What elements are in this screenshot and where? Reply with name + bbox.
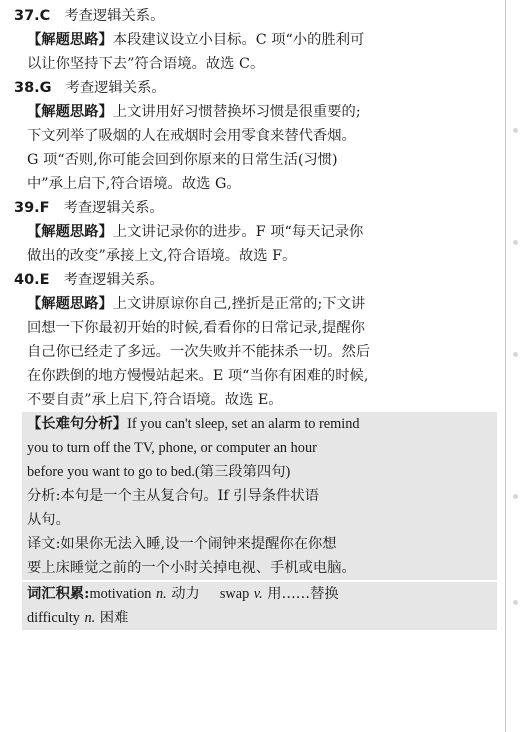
question-header — [14, 196, 502, 220]
question-37 — [14, 4, 502, 76]
question-number: 40.E — [14, 272, 50, 288]
question-number: 37.C — [14, 8, 51, 24]
question-number: 38.G — [14, 80, 52, 96]
vocab-word: motivation — [89, 586, 152, 602]
analysis-tag: 【长难句分析】 — [27, 416, 128, 432]
question-type: 考查逻辑关系。 — [64, 8, 165, 24]
long-sentence-analysis-box — [22, 412, 497, 580]
vocab-meaning: 动力 — [171, 586, 200, 602]
explanation-line: 自己你已经走了多远。一次失败并不能抹杀一切。然后 — [27, 344, 371, 360]
question-38 — [14, 76, 502, 196]
explanation-line: 中”承上启下,符合语境。故选 G。 — [27, 176, 241, 192]
binding-hole-icon — [513, 600, 518, 605]
question-type: 考查逻辑关系。 — [63, 200, 164, 216]
vocab-meaning: 困难 — [99, 610, 129, 626]
vocab-meaning: 用……替换 — [267, 586, 339, 602]
question-type: 考查逻辑关系。 — [63, 272, 164, 288]
page-margin-divider — [505, 0, 506, 732]
explanation-line: 在你跌倒的地方慢慢站起来。E 项“当你有困难的时候, — [27, 368, 369, 384]
answer-column — [14, 4, 502, 630]
question-number: 39.F — [14, 200, 50, 216]
explanation-line: 回想一下你最初开始的时候,看看你的日常记录,提醒你 — [27, 320, 365, 336]
vocab-pos: v. — [253, 586, 263, 602]
analysis-line: 从句。 — [27, 512, 70, 528]
analysis-line: 【长难句分析】If you can't sleep, set an alarm to remind — [27, 416, 360, 432]
vocabulary-box — [22, 582, 497, 630]
question-type: 考查逻辑关系。 — [65, 80, 166, 96]
question-39 — [14, 196, 502, 268]
vocab-word: swap — [219, 586, 250, 602]
explanation-line: 【解题思路】上文讲原谅你自己,挫折是正常的;下文讲 — [27, 296, 366, 312]
explanation-tag: 【解题思路】 — [27, 224, 113, 240]
explanation-line: 做出的改变”承接上文,符合语境。故选 F。 — [27, 248, 297, 264]
binding-hole-icon — [513, 352, 518, 357]
explanation-line: 【解题思路】上文讲记录你的进步。F 项“每天记录你 — [27, 224, 364, 240]
explanation-line: 【解题思路】本段建议设立小目标。C 项“小的胜利可 — [27, 32, 365, 48]
binding-hole-icon — [513, 240, 518, 245]
explanation-tag: 【解题思路】 — [27, 104, 113, 120]
explanation-line: G 项“否则,你可能会回到你原来的日常生活(习惯) — [27, 152, 338, 168]
vocab-pos: n. — [155, 586, 167, 602]
question-header — [14, 4, 502, 28]
analysis-line: you to turn off the TV, phone, or computer an hour — [27, 440, 317, 456]
vocab-word: difficulty — [27, 610, 80, 626]
explanation-line: 【解题思路】上文讲用好习惯替换坏习惯是很重要的; — [27, 104, 361, 120]
question-40 — [14, 268, 502, 412]
binding-hole-icon — [513, 494, 518, 499]
analysis-line: before you want to go to bed.(第三段第四句) — [27, 464, 291, 480]
translation-line: 要上床睡觉之前的一个小时关掉电视、手机或电脑。 — [27, 560, 356, 576]
explanation-line: 下文列举了吸烟的人在戒烟时会用零食来替代香烟。 — [27, 128, 356, 144]
binding-hole-icon — [513, 128, 518, 133]
vocab-tag: 词汇积累: — [27, 586, 90, 602]
translation-line: 译文:如果你无法入睡,设一个闹钟来提醒你在你想 — [27, 536, 337, 552]
explanation-line: 以让你坚持下去”符合语境。故选 C。 — [27, 56, 265, 72]
explanation-tag: 【解题思路】 — [27, 296, 113, 312]
vocab-line — [27, 582, 497, 606]
vocab-line — [27, 606, 497, 630]
question-header — [14, 268, 502, 292]
analysis-line: 分析:本句是一个主从复合句。If 引导条件状语 — [27, 488, 319, 504]
vocab-pos: n. — [84, 610, 96, 626]
question-header — [14, 76, 502, 100]
explanation-tag: 【解题思路】 — [27, 32, 113, 48]
explanation-line: 不要自责”承上启下,符合语境。故选 E。 — [27, 392, 283, 408]
